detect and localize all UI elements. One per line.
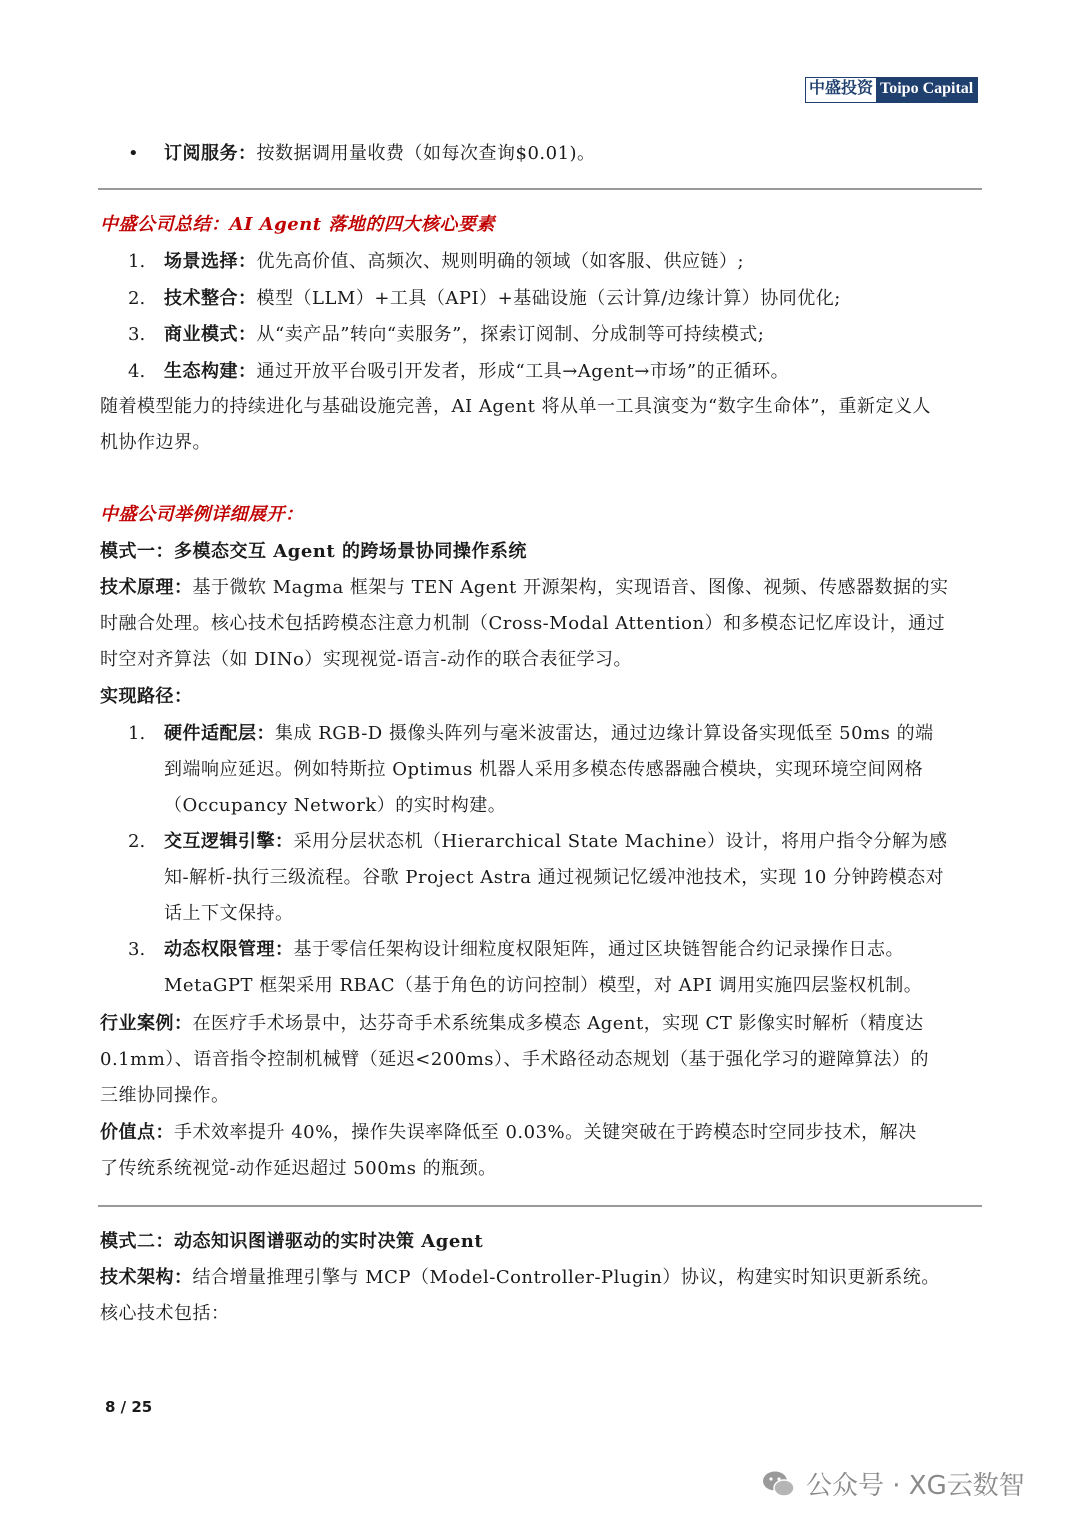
list-number: 1. <box>128 723 146 744</box>
paragraph: 时融合处理。核心技术包括跨模态注意力机制（Cross-Modal Attention）和多模态记忆库设计，通过 <box>100 613 946 634</box>
path-label: 实现路径： <box>100 686 193 707</box>
list-number: 1. <box>128 251 146 272</box>
industry-case: 行业案例：在医疗手术场景中，达芬奇手术系统集成多模态 Agent，实现 CT 影像实时解析（精度达 <box>100 1013 924 1034</box>
summary-title: 中盛公司总结：AI Agent 落地的四大核心要素 <box>100 214 495 235</box>
list-number: 2. <box>128 831 146 852</box>
list-item: 生态构建：通过开放平台吸引开发者，形成“工具→Agent→市场”的正循环。 <box>164 360 790 382</box>
list-item: 技术整合：模型（LLM）+工具（API）+基础设施（云计算/边缘计算）协同优化; <box>164 287 841 309</box>
wechat-icon <box>762 1470 796 1498</box>
list-item: 场景选择：优先高价值、高频次、规则明确的领域（如客服、供应链）; <box>164 251 745 272</box>
list-item: 交互逻辑引擎：采用分层状态机（Hierarchical State Machine）设计，将用户指令分解为感 <box>164 831 948 852</box>
list-item: 话上下文保持。 <box>164 903 294 924</box>
list-item: 商业模式：从“卖产品”转向“卖服务”，探索订阅制、分成制等可持续模式; <box>164 324 765 345</box>
divider <box>98 1205 982 1207</box>
divider <box>98 188 982 190</box>
subscription-line: 订阅服务：按数据调用量收费（如每次查询$0.01)。 <box>164 143 596 164</box>
list-item: 知-解析-执行三级流程。谷歌 Project Astra 通过视频记忆缓冲池技术，实现 10 分钟跨模态对 <box>164 867 945 888</box>
list-item: 硬件适配层：集成 RGB-D 摄像头阵列与毫米波雷达，通过边缘计算设备实现低至 50ms 的端 <box>164 723 934 744</box>
page-number: 8 / 25 <box>105 1398 153 1416</box>
list-item: 动态权限管理：基于零信任架构设计细粒度权限矩阵，通过区块链智能合约记录操作日志。 <box>164 939 904 960</box>
list-item: （Occupancy Network）的实时构建。 <box>164 795 507 816</box>
company-logo: 中盛投资 Toipo Capital <box>805 77 978 103</box>
tech-architecture: 技术架构：结合增量推理引擎与 MCP（Model-Controller-Plugin）协议，构建实时知识更新系统。 <box>100 1267 940 1288</box>
bullet-dot: • <box>128 143 139 164</box>
paragraph: 随着模型能力的持续进化与基础设施完善，AI Agent 将从单一工具演变为“数字生命体”，重新定义人 <box>100 396 931 417</box>
mode1-heading: 模式一：多模态交互 Agent 的跨场景协同操作系统 <box>100 541 527 562</box>
paragraph: 机协作边界。 <box>100 432 211 453</box>
paragraph: 三维协同操作。 <box>100 1085 230 1106</box>
list-item: MetaGPT 框架采用 RBAC（基于角色的访问控制）模型，对 API 调用实施四层鉴权机制。 <box>164 975 923 996</box>
list-number: 3. <box>128 324 146 345</box>
tech-principle: 技术原理：基于微软 Magma 框架与 TEN Agent 开源架构，实现语音、图像、视频、传感器数据的实 <box>100 577 949 598</box>
paragraph: 核心技术包括： <box>100 1303 230 1324</box>
list-number: 3. <box>128 939 146 960</box>
example-title: 中盛公司举例详细展开： <box>100 504 304 525</box>
value-point: 价值点：手术效率提升 40%，操作失误率降低至 0.03%。关键突破在于跨模态时空同步技术，解决 <box>100 1122 917 1143</box>
list-number: 2. <box>128 287 146 309</box>
paragraph: 时空对齐算法（如 DINo）实现视觉-语言-动作的联合表征学习。 <box>100 649 633 670</box>
mode2-heading: 模式二：动态知识图谱驱动的实时决策 Agent <box>100 1231 484 1252</box>
list-item: 到端响应延迟。例如特斯拉 Optimus 机器人采用多模态传感器融合模块，实现环境空间网格 <box>164 759 924 780</box>
paragraph: 0.1mm）、语音指令控制机械臂（延迟<200ms）、手术路径动态规划（基于强化学习的避障算法）的 <box>100 1049 930 1070</box>
watermark: 公众号 · XG云数智 <box>762 1465 1025 1502</box>
paragraph: 了传统系统视觉-动作延迟超过 500ms 的瓶颈。 <box>100 1158 497 1179</box>
list-number: 4. <box>128 360 146 382</box>
